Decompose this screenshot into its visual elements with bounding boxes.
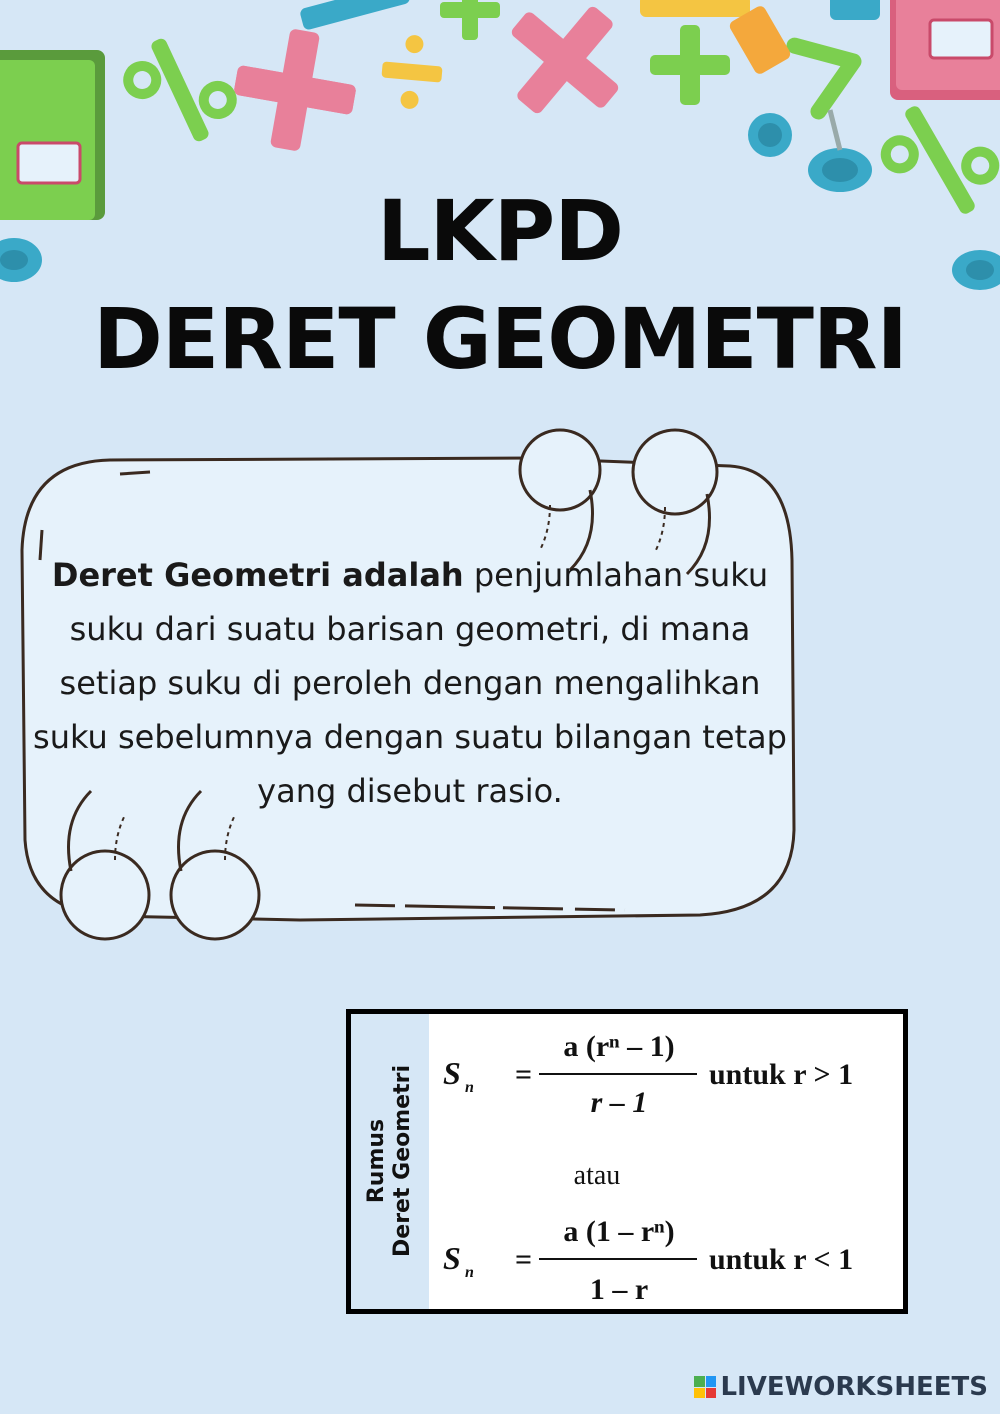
formula1-condition: untuk r > 1 bbox=[709, 1058, 854, 1091]
or-text: atau bbox=[573, 1160, 621, 1191]
formula2-equals: = bbox=[515, 1243, 533, 1276]
formula2-lhs: S bbox=[443, 1240, 461, 1276]
book-icon bbox=[890, 0, 1000, 100]
liveworksheets-logo-icon bbox=[694, 1376, 716, 1398]
divide-icon bbox=[379, 33, 445, 112]
formula1-lhs: S bbox=[443, 1055, 461, 1091]
formula2-numerator: a (1 – rⁿ) bbox=[563, 1215, 675, 1248]
formula1-equals: = bbox=[515, 1058, 533, 1091]
plus-icon bbox=[650, 25, 730, 105]
formula2-lhs-sub: n bbox=[465, 1264, 474, 1281]
multiply-icon bbox=[225, 20, 364, 159]
formula-box bbox=[346, 1009, 908, 1314]
plus-icon bbox=[440, 0, 500, 40]
page-title-line1: LKPD bbox=[377, 182, 623, 280]
minus-icon bbox=[640, 0, 750, 17]
push-pin-icon bbox=[748, 113, 792, 157]
minus-icon bbox=[299, 0, 411, 31]
definition-text bbox=[25, 548, 795, 818]
formula1-lhs-sub: n bbox=[465, 1079, 474, 1096]
minus-icon bbox=[830, 0, 880, 20]
formula-panel bbox=[429, 1014, 903, 1309]
page-title-line2: DERET GEOMETRI bbox=[93, 290, 907, 388]
formula2-denominator: 1 – r bbox=[589, 1273, 649, 1306]
side-label-line1: Rumus bbox=[364, 1118, 389, 1204]
liveworksheets-brand bbox=[694, 1372, 988, 1402]
formula1-numerator: a (rⁿ – 1) bbox=[563, 1030, 675, 1063]
formula1-denominator: r – 1 bbox=[590, 1086, 648, 1119]
multiply-icon bbox=[480, 0, 649, 145]
side-label-line2: Deret Geometri bbox=[390, 1065, 415, 1257]
brand-name: LIVEWORKSHEETS bbox=[720, 1372, 988, 1402]
formula2-condition: untuk r < 1 bbox=[709, 1243, 854, 1276]
definition-body: penjumlahan suku suku dari suatu barisan geometri, di mana setiap suku di peroleh dengan mengalihkan suku sebelumnya dengan suatu bilangan tetap yang disebut rasio. bbox=[33, 556, 787, 810]
percent-icon bbox=[117, 22, 243, 159]
push-pin-icon bbox=[808, 110, 872, 192]
greater-than-icon bbox=[795, 29, 866, 112]
formula-side-label bbox=[351, 1014, 429, 1309]
definition-lead: Deret Geometri adalah bbox=[51, 556, 464, 594]
